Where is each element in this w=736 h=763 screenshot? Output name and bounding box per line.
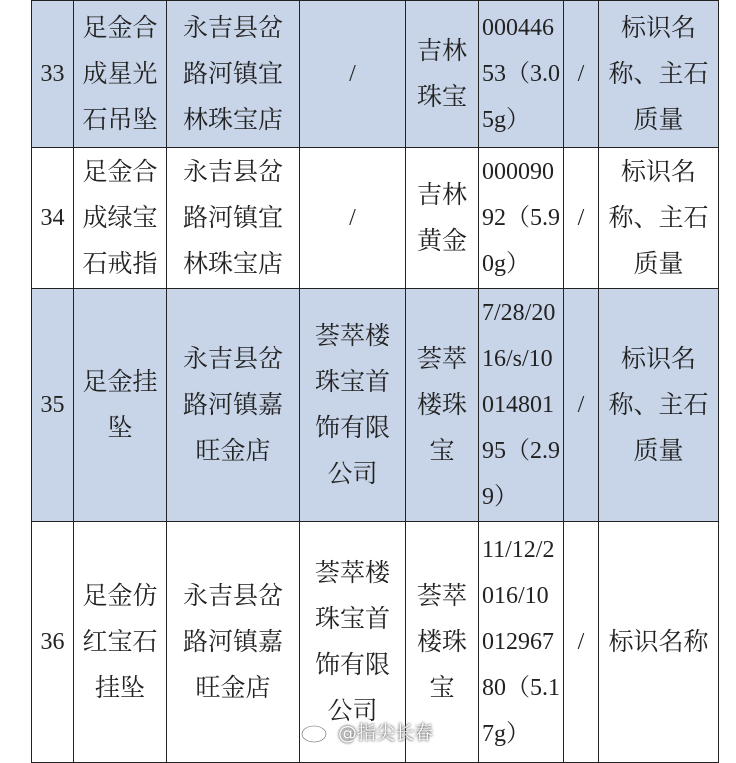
specification: / bbox=[564, 148, 599, 289]
brand-name: 吉林黄金 bbox=[406, 148, 479, 289]
brand-name: 荟萃楼珠宝 bbox=[406, 289, 479, 522]
seller-name: 永吉县岔路河镇宜林珠宝店 bbox=[167, 1, 300, 148]
manufacturer-name: 荟萃楼珠宝首饰有限公司 bbox=[300, 522, 406, 763]
failed-items: 标识名称、主石质量 bbox=[599, 1, 719, 148]
specification: / bbox=[564, 1, 599, 148]
batch-number: 7/28/2016/s/1001480195（2.99） bbox=[479, 289, 564, 522]
table-row bbox=[32, 289, 719, 522]
table-row bbox=[32, 1, 719, 148]
specification: / bbox=[564, 522, 599, 763]
table-row bbox=[32, 148, 719, 289]
product-name: 足金仿红宝石挂坠 bbox=[74, 522, 167, 763]
failed-items: 标识名称、主石质量 bbox=[599, 289, 719, 522]
row-number: 35 bbox=[32, 289, 74, 522]
failed-items: 标识名称 bbox=[599, 522, 719, 763]
seller-name: 永吉县岔路河镇嘉旺金店 bbox=[167, 522, 300, 763]
watermark-text: @指尖长春 bbox=[338, 722, 434, 744]
batch-number: 11/12/2016/1001296780（5.17g） bbox=[479, 522, 564, 763]
seller-name: 永吉县岔路河镇嘉旺金店 bbox=[167, 289, 300, 522]
inspection-table bbox=[31, 0, 719, 763]
seller-name: 永吉县岔路河镇宜林珠宝店 bbox=[167, 148, 300, 289]
row-number: 33 bbox=[32, 1, 74, 148]
manufacturer-name: / bbox=[300, 1, 406, 148]
brand-name: 荟萃楼珠宝 bbox=[406, 522, 479, 763]
batch-number: 00044653（3.05g） bbox=[479, 1, 564, 148]
batch-number: 00009092（5.90g） bbox=[479, 148, 564, 289]
manufacturer-name: / bbox=[300, 148, 406, 289]
product-name: 足金合成绿宝石戒指 bbox=[74, 148, 167, 289]
brand-name: 吉林珠宝 bbox=[406, 1, 479, 148]
weibo-icon bbox=[300, 720, 334, 744]
watermark bbox=[300, 718, 433, 745]
row-number: 34 bbox=[32, 148, 74, 289]
failed-items: 标识名称、主石质量 bbox=[599, 148, 719, 289]
manufacturer-name: 荟萃楼珠宝首饰有限公司 bbox=[300, 289, 406, 522]
specification: / bbox=[564, 289, 599, 522]
product-name: 足金挂坠 bbox=[74, 289, 167, 522]
product-name: 足金合成星光石吊坠 bbox=[74, 1, 167, 148]
row-number: 36 bbox=[32, 522, 74, 763]
